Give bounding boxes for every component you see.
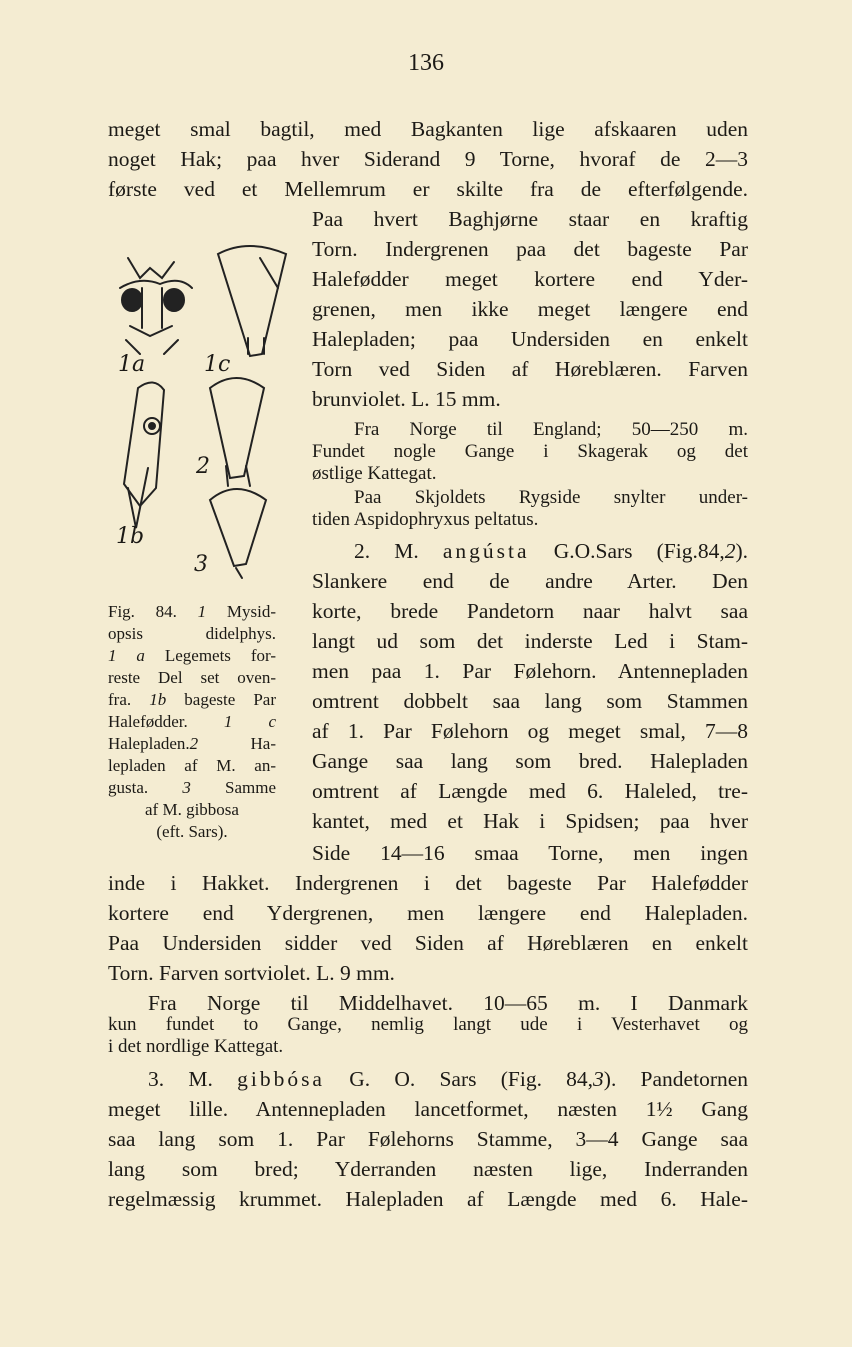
text-line: Torn. Indergrenen paa det bageste Par: [312, 237, 748, 261]
figure-3-telson: [210, 489, 266, 578]
figure-1a-head: [120, 258, 192, 354]
caption-line: gusta. 3 Samme: [108, 778, 277, 797]
distribution-line: østlige Kattegat.: [312, 463, 437, 484]
species-name: angústa: [442, 539, 530, 563]
note-line: tiden Aspidophryxus peltatus.: [312, 509, 539, 530]
text-line: langt ud som det inderste Led i Stam-: [312, 629, 748, 653]
text-line: men paa 1. Par Følehorn. Antennepladen: [312, 659, 748, 683]
note-line: Paa Skjoldets Rygside snylter under-: [354, 487, 748, 508]
caption-line: lepladen af M. an-: [108, 756, 276, 775]
figure-label-1a: 1a: [118, 352, 146, 377]
species-name: gibbósa: [237, 1067, 325, 1091]
figure-1c-telson: [218, 246, 286, 356]
text-line: kantet, med et Hak i Spidsen; paa hver: [312, 809, 748, 833]
distribution-line: Fra Norge til England; 50—250 m.: [354, 419, 748, 440]
caption-line: fra. 1b bageste Par: [108, 690, 276, 709]
text-line: af 1. Par Følehorn og meget smal, 7—8: [312, 719, 748, 743]
text-line: meget smal bagtil, med Bagkanten lige afskaaren uden: [108, 117, 748, 141]
text-line: korte, brede Pandetorn naar halvt saa: [312, 599, 748, 623]
page-number: 136: [408, 50, 444, 76]
text-line: Paa Undersiden sidder ved Siden af Høreblæren en enkelt: [108, 931, 748, 955]
text-line: Torn ved Siden af Høreblæren. Farven: [312, 357, 748, 381]
text-line: saa lang som 1. Par Følehorns Stamme, 3—4 Gange saa: [108, 1127, 748, 1151]
figure-label-1b: 1b: [116, 524, 145, 549]
text-line: omtrent af Længde med 6. Haleled, tre-: [312, 779, 748, 803]
text-line: kortere end Ydergrenen, men længere end Halepladen.: [108, 901, 748, 925]
caption-line: Fig. 84. 1 Mysid-: [108, 602, 277, 621]
caption-line: Halepladen.2 Ha-: [108, 734, 276, 753]
distribution-line: kun fundet to Gange, nemlig langt ude i Vesterhavet og: [108, 1014, 748, 1035]
text-line: første ved et Mellemrum er skilte fra de efterfølgende.: [108, 177, 748, 201]
species-heading-angusta: 2. M. angústa G.O.Sars (Fig.84,2).: [354, 539, 749, 563]
caption-line: (eft. Sars).: [156, 822, 228, 841]
caption-line: 1 a Legemets for-: [108, 646, 276, 665]
caption-line: reste Del set oven-: [108, 668, 276, 687]
figure-2-telson: [210, 378, 264, 486]
text-line: inde i Hakket. Indergrenen i det bageste Par Halefødder: [108, 871, 748, 895]
text-line: Torn. Farven sortviolet. L. 9 mm.: [108, 961, 395, 985]
figure-84-illustration: [100, 228, 300, 598]
figure-label-1c: 1c: [204, 352, 231, 377]
text-line: meget lille. Antennepladen lancetformet, næsten 1½ Gang: [108, 1097, 748, 1121]
figure-1b-uropods: [124, 382, 164, 528]
text-line: Slankere end de andre Arter. Den: [312, 569, 748, 593]
caption-line: Halefødder. 1 c: [108, 712, 277, 731]
text-line: noget Hak; paa hver Siderand 9 Torne, hvoraf de 2—3: [108, 147, 748, 171]
text-line: Paa hvert Baghjørne staar en kraftig: [312, 207, 748, 231]
text-line: Halepladen; paa Undersiden en enkelt: [312, 327, 748, 351]
caption-line: af M. gibbosa: [145, 800, 239, 819]
text-line: Gange saa lang som bred. Halepladen: [312, 749, 748, 773]
text-line: grenen, men ikke meget længere end: [312, 297, 748, 321]
distribution-line: i det nordlige Kattegat.: [108, 1036, 284, 1057]
text-line: Halefødder meget kortere end Yder-: [312, 267, 748, 291]
species-heading-gibbosa: 3. M. gibbósa G. O. Sars (Fig. 84,3). Pandetornen: [148, 1067, 749, 1091]
figure-label-2: 2: [196, 454, 210, 479]
text-line: lang som bred; Yderranden næsten lige, Inderranden: [108, 1157, 748, 1181]
distribution-line: Fundet nogle Gange i Skagerak og det: [312, 441, 748, 462]
caption-line: opsis didelphys.: [108, 624, 276, 643]
distribution-line: Fra Norge til Middelhavet. 10—65 m. I Danmark: [148, 991, 748, 1015]
figure-label-3: 3: [194, 552, 208, 577]
text-line: regelmæssig krummet. Halepladen af Længde med 6. Hale-: [108, 1187, 748, 1211]
text-line: brunviolet. L. 15 mm.: [312, 387, 501, 411]
text-line: Side 14—16 smaa Torne, men ingen: [312, 841, 748, 865]
text-line: omtrent dobbelt saa lang som Stammen: [312, 689, 748, 713]
